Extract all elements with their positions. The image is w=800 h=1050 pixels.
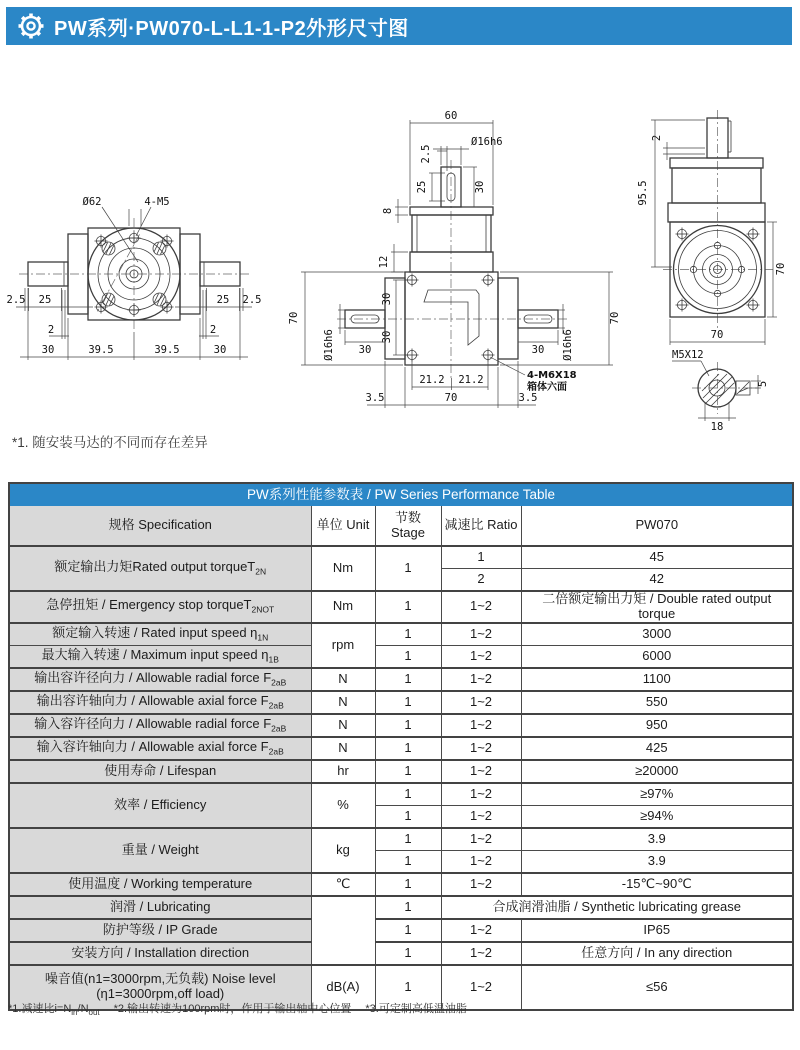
value-in-radial: 950	[521, 714, 793, 737]
value-in-axial: 425	[521, 737, 793, 760]
dim-front-groove-right-2: 2	[209, 324, 217, 336]
dim-side-2-5: 2.5	[420, 144, 432, 164]
right-view	[637, 110, 787, 433]
side-view	[288, 110, 621, 408]
spec-lifespan: 使用寿命 / Lifespan	[9, 760, 311, 783]
unit-efficiency: %	[311, 783, 375, 828]
dim-right-2: 2	[651, 134, 663, 142]
ratio-weight-1: 1~2	[441, 828, 521, 851]
dim-side-35l: 3.5	[365, 392, 385, 404]
dim-side-30-inner-a: 30	[381, 292, 393, 306]
row-lubricating	[9, 896, 793, 919]
col-header-unit: 单位 Unit	[311, 506, 375, 547]
dim-side-12: 12	[378, 255, 390, 269]
footnote-1: *1.减速比$i=N_{in}/N_{out}$	[8, 1003, 100, 1018]
row-in-axial	[9, 737, 793, 760]
value-rated-torque-2: 42	[521, 569, 793, 592]
spec-out-radial: 输出容许径向力 / Allowable radial force $F_{2aB}$	[9, 668, 311, 691]
stage-rated-torque: 1	[375, 546, 441, 591]
side-dimensions	[288, 110, 621, 408]
dim-side-70-left: 70	[288, 311, 300, 325]
spec-weight: 重量 / Weight	[9, 828, 311, 873]
value-lifespan: ≥20000	[521, 760, 793, 783]
noise-line2: (η1=3000rpm,off load)	[96, 986, 225, 1002]
value-weight-1: 3.9	[521, 828, 793, 851]
col-header-stage: 节数 Stage	[375, 506, 441, 547]
dimension-drawing	[5, 88, 795, 433]
dim-side-30-shaft-right: 30	[531, 344, 545, 356]
dim-side-70-right: 70	[609, 311, 621, 325]
ratio-lifespan: 1~2	[441, 760, 521, 783]
ratio-ip-grade: 1~2	[441, 919, 521, 942]
noise-line1: 噪音值(n1=3000rpm,无负载) Noise level	[44, 971, 276, 987]
spec-in-axial: 输入容许轴向力 / Allowable axial force $F_{2aB}$	[9, 737, 311, 760]
col-header-spec: 规格 Specification	[9, 506, 311, 547]
value-temperature: -15℃~90℃	[521, 873, 793, 896]
value-noise: ≤56	[521, 965, 793, 1010]
dim-right-70-side: 70	[775, 262, 787, 276]
ratio-efficiency-2: 1~2	[441, 805, 521, 828]
spec-install-dir: 安装方向 / Installation direction	[9, 942, 311, 965]
dim-front-left-25: 25	[38, 294, 52, 306]
stage-rated-speed: 1	[375, 623, 441, 646]
row-out-axial	[9, 691, 793, 714]
dim-side-m6-note: 箱体六面	[527, 382, 567, 393]
dim-side-212b: 21.2	[458, 374, 484, 386]
unit-in-radial: N	[311, 714, 375, 737]
spec-in-radial: 输入容许径向力 / Allowable radial force $F_{2aB}$	[9, 714, 311, 737]
dim-side-30-inner-b: 30	[381, 330, 393, 344]
unit-lifespan: hr	[311, 760, 375, 783]
value-rated-speed: 3000	[521, 623, 793, 646]
spec-max-speed: 最大输入转速 / Maximum input speed $\eta_{1B}$	[9, 645, 311, 668]
value-out-radial: 1100	[521, 668, 793, 691]
col-header-ratio: 减速比 Ratio	[441, 506, 521, 547]
ratio-install-dir: 1~2	[441, 942, 521, 965]
stage-out-radial: 1	[375, 668, 441, 691]
dim-front-bottom-30r: 30	[213, 344, 227, 356]
dim-right-70-bottom: 70	[710, 329, 724, 341]
dim-right-955: 95.5	[637, 180, 649, 206]
dim-side-25: 25	[416, 180, 428, 194]
ratio-efficiency-1: 1~2	[441, 783, 521, 806]
dim-front-right-25: 25	[216, 294, 230, 306]
ratio-out-axial: 1~2	[441, 691, 521, 714]
dim-front-bottom-395l: 39.5	[88, 344, 114, 356]
stage-out-axial: 1	[375, 691, 441, 714]
col-header-model: PW070	[521, 506, 793, 547]
value-efficiency-2: ≥94%	[521, 805, 793, 828]
stage-in-radial: 1	[375, 714, 441, 737]
value-estop: 二倍额定输出力矩 / Double rated output torque	[521, 591, 793, 623]
ratio-weight-2: 1~2	[441, 850, 521, 873]
row-efficiency	[9, 783, 793, 806]
row-estop-torque	[9, 591, 793, 623]
row-rated-speed	[9, 623, 793, 646]
stage-lifespan: 1	[375, 760, 441, 783]
value-install-dir: 任意方向 / In any direction	[521, 942, 793, 965]
spec-efficiency: 效率 / Efficiency	[9, 783, 311, 828]
ratio-temperature: 1~2	[441, 873, 521, 896]
value-rated-torque-1: 45	[521, 546, 793, 569]
dim-front-dia62: Ø62	[82, 196, 102, 208]
dim-front-groove-left-2: 2	[47, 324, 55, 336]
row-install-dir	[9, 942, 793, 965]
dim-front-bottom-395r: 39.5	[154, 344, 180, 356]
value-ip-grade: IP65	[521, 919, 793, 942]
stage-efficiency-2: 1	[375, 805, 441, 828]
performance-table	[8, 482, 794, 1011]
stage-estop: 1	[375, 591, 441, 623]
value-max-speed: 6000	[521, 645, 793, 668]
dim-side-dia16-top: Ø16h6	[471, 136, 503, 148]
dim-side-30: 30	[474, 180, 486, 194]
side-body	[345, 167, 558, 365]
ratio-rated-speed: 1~2	[441, 623, 521, 646]
dim-right-18: 18	[710, 421, 724, 433]
stage-ip-grade: 1	[375, 919, 441, 942]
stage-weight-2: 1	[375, 850, 441, 873]
dim-side-35r: 3.5	[518, 392, 538, 404]
unit-out-axial: N	[311, 691, 375, 714]
stage-noise: 1	[375, 965, 441, 1010]
unit-estop: Nm	[311, 591, 375, 623]
unit-temperature: ℃	[311, 873, 375, 896]
value-efficiency-1: ≥97%	[521, 783, 793, 806]
stage-install-dir: 1	[375, 942, 441, 965]
value-out-axial: 550	[521, 691, 793, 714]
footnote-2: *2.输出转速为100rpm时，作用于输出轴中心位置	[113, 1003, 352, 1015]
stage-temperature: 1	[375, 873, 441, 896]
dim-front-bottom-30l: 30	[41, 344, 55, 356]
dim-front-right-2-5: 2.5	[242, 294, 262, 306]
ratio-in-axial: 1~2	[441, 737, 521, 760]
ratio-max-speed: 1~2	[441, 645, 521, 668]
spec-ip-grade: 防护等级 / IP Grade	[9, 919, 311, 942]
table-title: PW系列性能参数表 / PW Series Performance Table	[9, 483, 793, 506]
dim-side-70-bottom: 70	[444, 392, 458, 404]
dim-side-dia16-right: Ø16h6	[562, 329, 574, 361]
ratio-rated-torque-2: 2	[441, 569, 521, 592]
unit-rated-torque: Nm	[311, 546, 375, 591]
ratio-rated-torque-1: 1	[441, 546, 521, 569]
dim-side-212a: 21.2	[419, 374, 445, 386]
row-max-speed	[9, 645, 793, 668]
stage-max-speed: 1	[375, 645, 441, 668]
row-out-radial	[9, 668, 793, 691]
dim-side-60: 60	[444, 110, 458, 122]
dim-side-30-shaft-left: 30	[358, 344, 372, 356]
row-in-radial	[9, 714, 793, 737]
spec-temperature: 使用温度 / Working temperature	[9, 873, 311, 896]
ratio-in-radial: 1~2	[441, 714, 521, 737]
spec-rated-speed: 额定输入转速 / Rated input speed $\eta_{1N}$	[9, 623, 311, 646]
ratio-estop: 1~2	[441, 591, 521, 623]
dim-side-dia16-left: Ø16h6	[323, 329, 335, 361]
spec-out-axial: 输出容许轴向力 / Allowable axial force $F_{2aB}$	[9, 691, 311, 714]
ratio-noise: 1~2	[441, 965, 521, 1010]
unit-out-radial: N	[311, 668, 375, 691]
ratio-out-radial: 1~2	[441, 668, 521, 691]
unit-blank	[311, 896, 375, 965]
unit-weight: kg	[311, 828, 375, 873]
row-lifespan	[9, 760, 793, 783]
gear-icon	[16, 11, 46, 41]
unit-in-axial: N	[311, 737, 375, 760]
spec-lubricating: 润滑 / Lubricating	[9, 896, 311, 919]
row-rated-torque	[9, 546, 793, 569]
value-weight-2: 3.9	[521, 850, 793, 873]
dim-right-5: 5	[757, 380, 769, 388]
unit-speed: rpm	[311, 623, 375, 668]
row-weight	[9, 828, 793, 851]
header-bar	[6, 7, 792, 45]
page-footnote	[8, 1000, 467, 1017]
stage-in-axial: 1	[375, 737, 441, 760]
footnote-3: *3.可定制高低温油脂	[365, 1003, 467, 1015]
dim-front-left-2-5: 2.5	[6, 294, 26, 306]
front-view	[7, 196, 262, 360]
row-temperature	[9, 873, 793, 896]
side-screw-holes	[406, 274, 495, 362]
spec-estop: 急停扭矩 / Emergency stop torqueT$_{2NOT}$	[9, 591, 311, 623]
dim-front-4m5: 4-M5	[144, 196, 170, 208]
value-lubricating: 合成润滑油脂 / Synthetic lubricating grease	[441, 896, 793, 919]
stage-weight-1: 1	[375, 828, 441, 851]
row-ip-grade	[9, 919, 793, 942]
drawing-note: *1. 随安装马达的不同而存在差异	[12, 435, 208, 450]
performance-table-wrap	[8, 482, 792, 1011]
stage-efficiency-1: 1	[375, 783, 441, 806]
page-title: PW系列·PW070-L-L1-1-P2外形尺寸图	[54, 17, 409, 40]
dim-right-m5x12: M5X12	[672, 349, 704, 361]
stage-lubricating: 1	[375, 896, 441, 919]
dim-side-8: 8	[382, 207, 394, 215]
unit-noise: dB(A)	[311, 965, 375, 1010]
dim-side-4m6x18: 4-M6X18	[527, 370, 577, 381]
spec-rated-torque: 额定输出力矩Rated output torqueT$_{2N}$	[9, 546, 311, 591]
